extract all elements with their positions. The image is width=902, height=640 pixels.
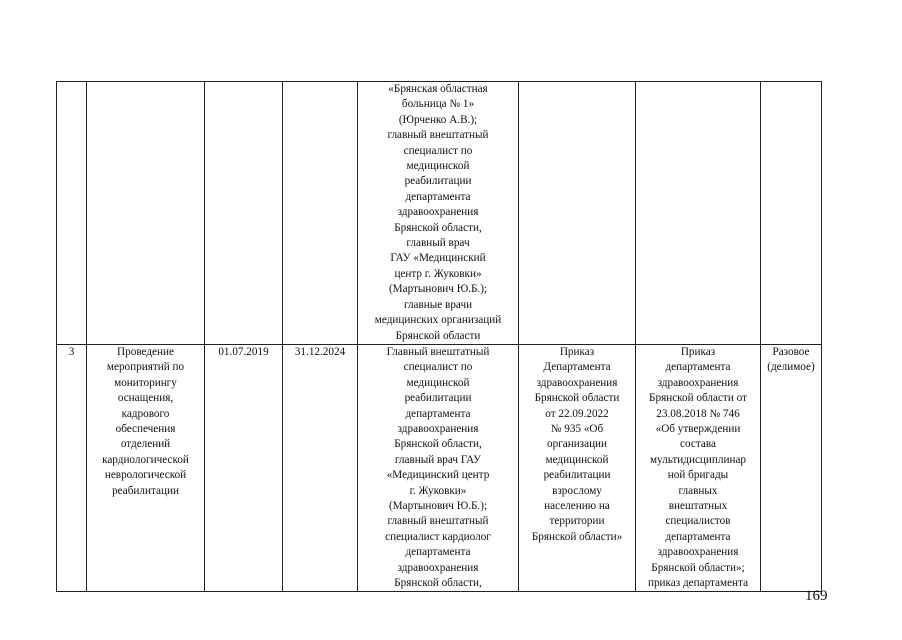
end-date-cell (283, 82, 358, 345)
row-number-cell (57, 82, 87, 345)
event-cell (87, 82, 205, 345)
normative-act-cell (519, 82, 636, 345)
document-cell (636, 82, 761, 345)
responsible-cell: Главный внештатный специалист по медицинской реабилитации департамента здравоохранения Брянской области, главный врач ГАУ «Медицинский центр г. Жуковки» (Мартынович Ю.Б.); главный внештатный специалист кардиолог департамента здравоохранения Брянской области, (358, 344, 519, 592)
start-date-cell (205, 82, 283, 345)
end-date-cell: 31.12.2024 (283, 344, 358, 592)
event-cell: Проведение мероприятий по мониторингу оснащения, кадрового обеспечения отделений кардиологической неврологической реабилитации (87, 344, 205, 592)
table-row (57, 82, 822, 345)
page-number: 169 (805, 588, 828, 604)
start-date-cell: 01.07.2019 (205, 344, 283, 592)
responsible-cell: «Брянская областная больница № 1» (Юрченко А.В.); главный внештатный специалист по медицинской реабилитации департамента здравоохранения Брянской области, главный врач ГАУ «Медицинский центр г. Жуковки» (Мартынович Ю.Б.); главные врачи медицинских организаций Брянской области (358, 82, 519, 345)
periodicity-cell: Разовое (делимое) (761, 344, 822, 592)
normative-act-cell: Приказ Департамента здравоохранения Брянской области от 22.09.2022 № 935 «Об организации медицинской реабилитации взрослому населению на территории Брянской области» (519, 344, 636, 592)
plan-table (56, 81, 822, 592)
row-number-cell: 3 (57, 344, 87, 592)
table-row (57, 344, 822, 592)
periodicity-cell (761, 82, 822, 345)
document-cell: Приказ департамента здравоохранения Брянской области от 23.08.2018 № 746 «Об утверждении состава мультидисциплинар ной бригады главных внештатных специалистов департамента здравоохранения Брянской области»; приказ департамента (636, 344, 761, 592)
